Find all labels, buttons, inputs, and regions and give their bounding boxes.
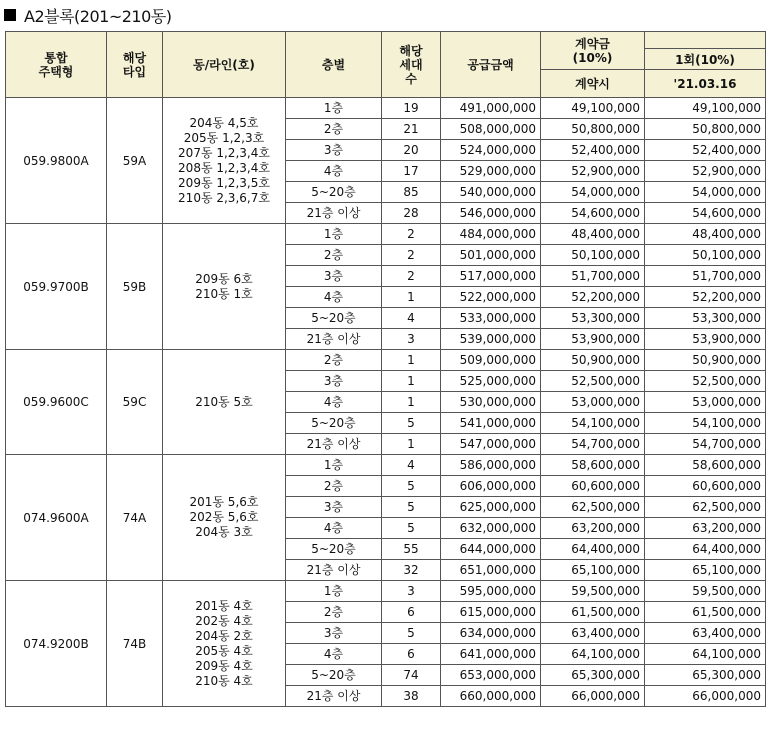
first-payment-cell: 52,900,000 [645, 161, 766, 182]
floor-cell: 3층 [286, 266, 382, 287]
units-cell: 5 [382, 518, 441, 539]
dong-line-cell [163, 350, 286, 455]
dong-line-item: 202동 4호 [195, 613, 253, 628]
floor-cell: 5~20층 [286, 308, 382, 329]
dong-line-item: 210동 1호 [195, 286, 253, 301]
dong-line-item: 202동 5,6호 [189, 510, 259, 524]
deposit-cell: 52,500,000 [541, 371, 645, 392]
first-payment-cell: 60,600,000 [645, 476, 766, 497]
deposit-cell: 61,500,000 [541, 602, 645, 623]
first-payment-cell: 62,500,000 [645, 497, 766, 518]
price-cell: 533,000,000 [441, 308, 541, 329]
floor-cell: 1층 [286, 455, 382, 476]
first-payment-cell: 52,500,000 [645, 371, 766, 392]
floor-cell: 2층 [286, 602, 382, 623]
units-cell: 3 [382, 581, 441, 602]
header-first-payment-sub: '21.03.16 [645, 70, 766, 98]
floor-cell: 4층 [286, 518, 382, 539]
deposit-cell: 54,100,000 [541, 413, 645, 434]
price-cell: 546,000,000 [441, 203, 541, 224]
deposit-cell: 63,200,000 [541, 518, 645, 539]
price-table-body [6, 98, 766, 707]
price-cell: 540,000,000 [441, 182, 541, 203]
floor-cell: 4층 [286, 287, 382, 308]
deposit-cell: 53,300,000 [541, 308, 645, 329]
first-payment-cell: 51,700,000 [645, 266, 766, 287]
deposit-cell: 54,000,000 [541, 182, 645, 203]
units-cell: 6 [382, 602, 441, 623]
dong-line-item: 209동 6호 [195, 271, 253, 286]
units-cell: 55 [382, 539, 441, 560]
price-cell: 595,000,000 [441, 581, 541, 602]
deposit-cell: 64,400,000 [541, 539, 645, 560]
first-payment-cell: 54,100,000 [645, 413, 766, 434]
price-cell: 547,000,000 [441, 434, 541, 455]
units-cell: 1 [382, 371, 441, 392]
floor-cell: 21층 이상 [286, 560, 382, 581]
price-cell: 525,000,000 [441, 371, 541, 392]
units-cell: 19 [382, 98, 441, 119]
header-first-payment: 1회(10%) [645, 32, 766, 70]
type-cell: 59A [107, 98, 163, 224]
units-cell: 2 [382, 266, 441, 287]
table-row [6, 350, 766, 371]
table-row [6, 455, 766, 476]
deposit-cell: 64,100,000 [541, 644, 645, 665]
first-payment-cell: 50,800,000 [645, 119, 766, 140]
deposit-cell: 52,200,000 [541, 287, 645, 308]
dong-line-cell [163, 455, 286, 581]
dong-line-item: 210동 4호 [195, 673, 253, 688]
price-cell: 541,000,000 [441, 413, 541, 434]
deposit-cell: 53,000,000 [541, 392, 645, 413]
dong-line-item: 205동 1,2,3호 [183, 130, 265, 145]
price-table [5, 31, 766, 707]
deposit-cell: 52,900,000 [541, 161, 645, 182]
first-payment-cell: 58,600,000 [645, 455, 766, 476]
first-payment-cell: 64,400,000 [645, 539, 766, 560]
units-cell: 5 [382, 623, 441, 644]
type-code-cell: 059.9600C [6, 350, 107, 455]
price-cell: 508,000,000 [441, 119, 541, 140]
deposit-cell: 65,100,000 [541, 560, 645, 581]
first-payment-cell: 53,000,000 [645, 392, 766, 413]
first-payment-cell: 65,100,000 [645, 560, 766, 581]
first-payment-cell: 49,100,000 [645, 98, 766, 119]
price-cell: 586,000,000 [441, 455, 541, 476]
first-payment-cell: 54,000,000 [645, 182, 766, 203]
table-row [6, 224, 766, 245]
section-title-text: A2블록(201~210동) [24, 6, 172, 26]
price-cell: 615,000,000 [441, 602, 541, 623]
header-type-code: 통합 주택형 [6, 32, 107, 98]
deposit-cell: 48,400,000 [541, 224, 645, 245]
floor-cell: 3층 [286, 623, 382, 644]
first-payment-cell: 54,700,000 [645, 434, 766, 455]
header-dong-line: 동/라인(호) [163, 32, 286, 98]
dong-line-item: 204동 2호 [195, 628, 253, 643]
first-payment-cell: 54,600,000 [645, 203, 766, 224]
first-payment-cell: 63,400,000 [645, 623, 766, 644]
floor-cell: 4층 [286, 392, 382, 413]
floor-cell: 21층 이상 [286, 203, 382, 224]
floor-cell: 3층 [286, 497, 382, 518]
units-cell: 85 [382, 182, 441, 203]
first-payment-cell: 66,000,000 [645, 686, 766, 707]
units-cell: 1 [382, 350, 441, 371]
header-deposit: 계약금 (10%) [541, 32, 645, 70]
price-cell: 653,000,000 [441, 665, 541, 686]
floor-cell: 3층 [286, 371, 382, 392]
deposit-cell: 59,500,000 [541, 581, 645, 602]
deposit-cell: 60,600,000 [541, 476, 645, 497]
price-cell: 484,000,000 [441, 224, 541, 245]
floor-cell: 3층 [286, 140, 382, 161]
price-cell: 517,000,000 [441, 266, 541, 287]
price-cell: 501,000,000 [441, 245, 541, 266]
price-cell: 625,000,000 [441, 497, 541, 518]
floor-cell: 21층 이상 [286, 329, 382, 350]
deposit-cell: 58,600,000 [541, 455, 645, 476]
header-floor: 층별 [286, 32, 382, 98]
first-payment-cell: 53,300,000 [645, 308, 766, 329]
units-cell: 2 [382, 245, 441, 266]
units-cell: 74 [382, 665, 441, 686]
dong-line-item: 201동 5,6호 [189, 495, 259, 509]
dong-line-item: 201동 4호 [195, 598, 253, 613]
units-cell: 21 [382, 119, 441, 140]
price-cell: 651,000,000 [441, 560, 541, 581]
deposit-cell: 50,900,000 [541, 350, 645, 371]
price-cell: 529,000,000 [441, 161, 541, 182]
units-cell: 28 [382, 203, 441, 224]
deposit-cell: 65,300,000 [541, 665, 645, 686]
dong-line-cell [163, 581, 286, 707]
first-payment-cell: 50,900,000 [645, 350, 766, 371]
floor-cell: 5~20층 [286, 413, 382, 434]
deposit-cell: 54,600,000 [541, 203, 645, 224]
dong-line-item: 210동 2,3,6,7호 [178, 190, 270, 205]
deposit-cell: 54,700,000 [541, 434, 645, 455]
table-row [6, 98, 766, 119]
type-cell: 74A [107, 455, 163, 581]
dong-line-item: 204동 3호 [195, 525, 253, 539]
deposit-cell: 50,800,000 [541, 119, 645, 140]
floor-cell: 4층 [286, 161, 382, 182]
units-cell: 1 [382, 434, 441, 455]
table-row [6, 581, 766, 602]
type-cell: 59B [107, 224, 163, 350]
deposit-cell: 50,100,000 [541, 245, 645, 266]
first-payment-cell: 48,400,000 [645, 224, 766, 245]
price-cell: 522,000,000 [441, 287, 541, 308]
units-cell: 38 [382, 686, 441, 707]
deposit-cell: 51,700,000 [541, 266, 645, 287]
units-cell: 5 [382, 497, 441, 518]
type-code-cell: 059.9800A [6, 98, 107, 224]
first-payment-cell: 64,100,000 [645, 644, 766, 665]
dong-line-cell [163, 224, 286, 350]
deposit-cell: 66,000,000 [541, 686, 645, 707]
floor-cell: 5~20층 [286, 539, 382, 560]
price-cell: 491,000,000 [441, 98, 541, 119]
floor-cell: 1층 [286, 224, 382, 245]
type-cell: 59C [107, 350, 163, 455]
floor-cell: 5~20층 [286, 665, 382, 686]
units-cell: 2 [382, 224, 441, 245]
floor-cell: 21층 이상 [286, 686, 382, 707]
section-title [4, 3, 171, 27]
units-cell: 4 [382, 308, 441, 329]
first-payment-cell: 52,400,000 [645, 140, 766, 161]
first-payment-cell: 61,500,000 [645, 602, 766, 623]
type-code-cell: 074.9200B [6, 581, 107, 707]
price-cell: 660,000,000 [441, 686, 541, 707]
units-cell: 20 [382, 140, 441, 161]
type-cell: 74B [107, 581, 163, 707]
deposit-cell: 62,500,000 [541, 497, 645, 518]
units-cell: 5 [382, 476, 441, 497]
deposit-cell: 52,400,000 [541, 140, 645, 161]
floor-cell: 1층 [286, 581, 382, 602]
units-cell: 4 [382, 455, 441, 476]
floor-cell: 5~20층 [286, 182, 382, 203]
price-cell: 644,000,000 [441, 539, 541, 560]
units-cell: 3 [382, 329, 441, 350]
dong-line-item: 210동 5호 [195, 394, 253, 409]
floor-cell: 1층 [286, 98, 382, 119]
dong-line-item: 205동 4호 [195, 643, 253, 658]
dong-line-item: 204동 4,5호 [189, 115, 259, 130]
first-payment-cell: 63,200,000 [645, 518, 766, 539]
first-payment-cell: 50,100,000 [645, 245, 766, 266]
units-cell: 1 [382, 392, 441, 413]
price-cell: 634,000,000 [441, 623, 541, 644]
dong-line-item: 209동 4호 [195, 658, 253, 673]
price-cell: 530,000,000 [441, 392, 541, 413]
price-cell: 641,000,000 [441, 644, 541, 665]
price-cell: 509,000,000 [441, 350, 541, 371]
dong-line-cell [163, 98, 286, 224]
dong-line-item: 208동 1,2,3,4호 [178, 160, 270, 175]
price-cell: 524,000,000 [441, 140, 541, 161]
units-cell: 17 [382, 161, 441, 182]
floor-cell: 2층 [286, 476, 382, 497]
header-price: 공급금액 [441, 32, 541, 98]
type-code-cell: 074.9600A [6, 455, 107, 581]
dong-line-item: 207동 1,2,3,4호 [178, 145, 270, 160]
price-cell: 632,000,000 [441, 518, 541, 539]
units-cell: 6 [382, 644, 441, 665]
price-cell: 606,000,000 [441, 476, 541, 497]
header-units: 해당 세대 수 [382, 32, 441, 98]
units-cell: 32 [382, 560, 441, 581]
floor-cell: 21층 이상 [286, 434, 382, 455]
floor-cell: 2층 [286, 350, 382, 371]
deposit-cell: 63,400,000 [541, 623, 645, 644]
header-type: 해당 타입 [107, 32, 163, 98]
units-cell: 5 [382, 413, 441, 434]
deposit-cell: 49,100,000 [541, 98, 645, 119]
first-payment-cell: 65,300,000 [645, 665, 766, 686]
type-code-cell: 059.9700B [6, 224, 107, 350]
floor-cell: 4층 [286, 644, 382, 665]
floor-cell: 2층 [286, 245, 382, 266]
units-cell: 1 [382, 287, 441, 308]
price-cell: 539,000,000 [441, 329, 541, 350]
deposit-cell: 53,900,000 [541, 329, 645, 350]
dong-line-item: 209동 1,2,3,5호 [178, 175, 270, 190]
floor-cell: 2층 [286, 119, 382, 140]
first-payment-cell: 52,200,000 [645, 287, 766, 308]
first-payment-cell: 53,900,000 [645, 329, 766, 350]
header-deposit-sub: 계약시 [541, 70, 645, 98]
first-payment-cell: 59,500,000 [645, 581, 766, 602]
square-bullet-icon [4, 9, 16, 21]
